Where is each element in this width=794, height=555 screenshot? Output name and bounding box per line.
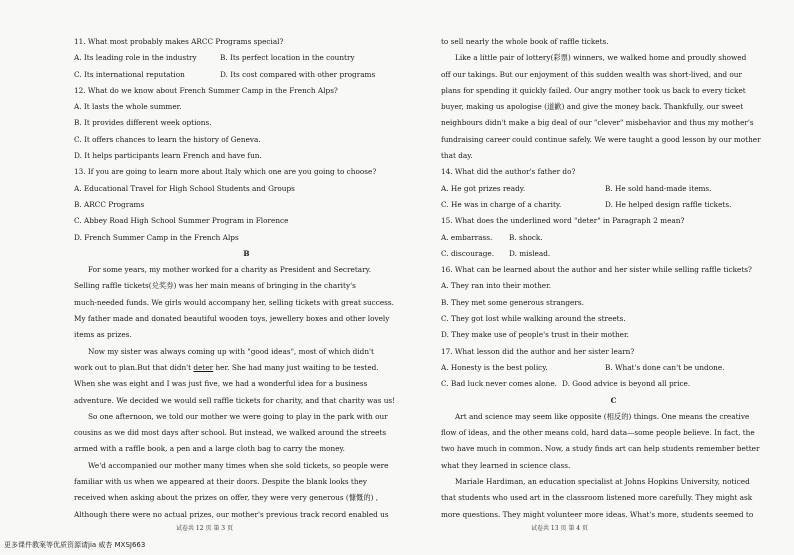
passage-b-line: We'd accompanied our mother many times when she sold tickets, so people were xyxy=(88,460,389,470)
q15-option-c: C. discourage. xyxy=(441,248,495,258)
q11-stem: 11. What most probably makes ARCC Programs special? xyxy=(74,37,284,46)
passage-b-line: that day. xyxy=(441,151,473,161)
passage-b-line: buyer, making us apologise (道歉) and give the money back. Thankfully, our sweet xyxy=(441,102,744,112)
q11-options-row2 xyxy=(74,67,419,83)
q16-stem: 16. What can be learned about the author and her sister while selling raffle tickets? xyxy=(441,265,752,275)
q15-option-b: B. shock. xyxy=(509,232,543,242)
q14-option-b: B. He sold hand-made items. xyxy=(605,183,712,193)
q14-option-a: A. He got prizes ready. xyxy=(441,183,526,193)
passage-b-line: armed with a raffle book, a pen and a large cloth bag to carry the money. xyxy=(74,444,345,454)
passage-b-line: plans for spending it quickly failed. Our angry mother took us back to every ticket xyxy=(441,85,746,95)
q17-option-a: A. Honesty is the best policy. xyxy=(441,362,548,372)
passage-b-line xyxy=(74,360,419,376)
section-c-heading: C xyxy=(610,395,617,405)
q12-stem: 12. What do we know about French Summer Camp in the French Alps? xyxy=(74,85,338,95)
q16-option-b: B. They met some generous strangers. xyxy=(441,297,584,307)
right-page-footer: 试卷共 13 页 第 4 页 xyxy=(531,525,588,532)
passage-c-line: Mariale Hardiman, an education specialist at Johns Hopkins University, noticed xyxy=(455,477,750,487)
passage-b-line: Although there were no actual prizes, our mother's previous track record enabled us xyxy=(74,509,389,519)
passage-b-text: her. She had many just waiting to be tested. xyxy=(213,362,379,372)
resource-watermark-note: 更多课件教案等优质资源请jia 威杏 MXSJ663 xyxy=(4,541,146,549)
passage-b-line: fundraising career could continue safely. We were taught a good lesson by our mother xyxy=(441,134,761,144)
q13-stem: 13. If you are going to learn more about Italy which one are you going to choose? xyxy=(74,167,377,177)
passage-c-line: that students who used art in the classroom listened more carefully. They might ask xyxy=(441,493,753,503)
passage-c-line: two have much in common. Now, a study finds art can help students remember better xyxy=(441,444,760,454)
passage-b-line: Selling raffle tickets(兑奖券) was her main means of bringing in the charity's xyxy=(74,281,356,291)
q16-option-c: C. They got lost while walking around the streets. xyxy=(441,314,626,324)
q13-option-d: D. French Summer Camp in the French Alps xyxy=(74,232,239,242)
underlined-word-deter: deter xyxy=(193,362,214,372)
q12-option-b: B. It provides different week options. xyxy=(74,118,212,128)
q17-option-c: C. Bad luck never comes alone. xyxy=(441,379,557,389)
q15-option-d: D. mislead. xyxy=(509,248,551,258)
passage-b-line: My father made and donated beautiful wooden toys, jewellery boxes and other lovely xyxy=(74,314,390,324)
q16-option-d: D. They make use of people's trust in their mother. xyxy=(441,330,629,340)
q15-stem: 15. What does the underlined word "deter" in Paragraph 2 mean? xyxy=(441,216,685,226)
q17-option-b: B. What's done can't be undone. xyxy=(605,362,725,372)
passage-b-line: When she was eight and I was just five, we had a wonderful idea for a business xyxy=(74,379,368,389)
q14-option-c: C. He was in charge of a charity. xyxy=(441,199,562,209)
q14-options-row2 xyxy=(441,197,786,213)
q14-option-d: D. He helped design raffle tickets. xyxy=(605,199,732,209)
passage-b-line: much-needed funds. We girls would accompany her, selling tickets with great success. xyxy=(74,297,394,307)
q17-option-d: D. Good advice is beyond all price. xyxy=(562,379,691,389)
passage-b-line: off our takings. But our enjoyment of this sudden wealth was short-lived, and our xyxy=(441,69,742,79)
q11-option-c: C. Its international reputation xyxy=(74,69,185,79)
q13-option-a: A. Educational Travel for High School Students and Groups xyxy=(74,183,295,193)
passage-c-line: flow of ideas, and the other means cold, hard data—some people believe. In fact, the xyxy=(441,428,755,438)
passage-b-line: Now my sister was always coming up with "good ideas", most of which didn't xyxy=(88,346,374,356)
passage-b-text: work out to plan.But that didn't xyxy=(74,362,194,372)
left-page-footer: 试卷共 12 页 第 3 页 xyxy=(176,525,233,532)
passage-c-line: Art and science may seem like opposite (相反的) things. One means the creative xyxy=(455,411,750,421)
q16-option-a: A. They ran into their mother. xyxy=(441,281,552,291)
passage-b-line: cousins as we did most days after school. But instead, we walked around the streets xyxy=(74,428,387,438)
passage-c-line: more questions. They might volunteer more ideas. What's more, students seemed to xyxy=(441,509,754,519)
q17-options-row1 xyxy=(441,360,786,376)
q12-option-d: D. It helps participants learn French and have fun. xyxy=(74,151,262,161)
left-column xyxy=(74,34,419,523)
section-b-heading: B xyxy=(243,248,250,258)
q15-option-a: A. embarrass. xyxy=(441,232,493,242)
passage-b-line: For some years, my mother worked for a charity as President and Secretary. xyxy=(88,265,372,275)
q17-options-row2 xyxy=(441,376,786,392)
q14-stem: 14. What did the author's father do? xyxy=(441,167,576,177)
q14-options-row1 xyxy=(441,181,786,197)
passage-b-line: to sell nearly the whole book of raffle tickets. xyxy=(441,37,609,46)
passage-c-line: what they learned in science class. xyxy=(441,460,571,470)
passage-b-line: familiar with us when we appeared at their doors. Despite the blank looks they xyxy=(74,477,368,487)
q13-option-b: B. ARCC Programs xyxy=(74,199,145,209)
q15-options-row2 xyxy=(441,246,786,262)
passage-b-line: neighbours didn't make a big deal of our "clever" misbehavior and thus my mother's xyxy=(441,118,754,128)
q13-option-c: C. Abbey Road High School Summer Program in Florence xyxy=(74,216,289,226)
q11-option-b: B. Its perfect location in the country xyxy=(220,53,355,63)
passage-b-line: items as prizes. xyxy=(74,330,132,340)
q11-option-a: A. Its leading role in the industry xyxy=(74,53,197,63)
right-column xyxy=(441,34,786,523)
q17-stem: 17. What lesson did the author and her sister learn? xyxy=(441,346,635,356)
q12-option-a: A. It lasts the whole summer. xyxy=(74,102,182,112)
q11-options-row1 xyxy=(74,50,419,66)
q12-option-c: C. It offers chances to learn the history of Geneva. xyxy=(74,134,261,144)
passage-b-line: adventure. We decided we would sell raffle tickets for charity, and that charity was us! xyxy=(74,395,396,405)
q15-options-row1 xyxy=(441,230,786,246)
q11-option-d: D. Its cost compared with other programs xyxy=(220,69,376,79)
passage-b-line: received when asking about the prizes on offer, they were very generous (慷慨的) , xyxy=(74,493,379,503)
passage-b-line: So one afternoon, we told our mother we were going to play in the park with our xyxy=(88,411,388,421)
passage-b-line: Like a little pair of lottery(彩票) winners, we walked home and proudly showed xyxy=(455,53,747,63)
